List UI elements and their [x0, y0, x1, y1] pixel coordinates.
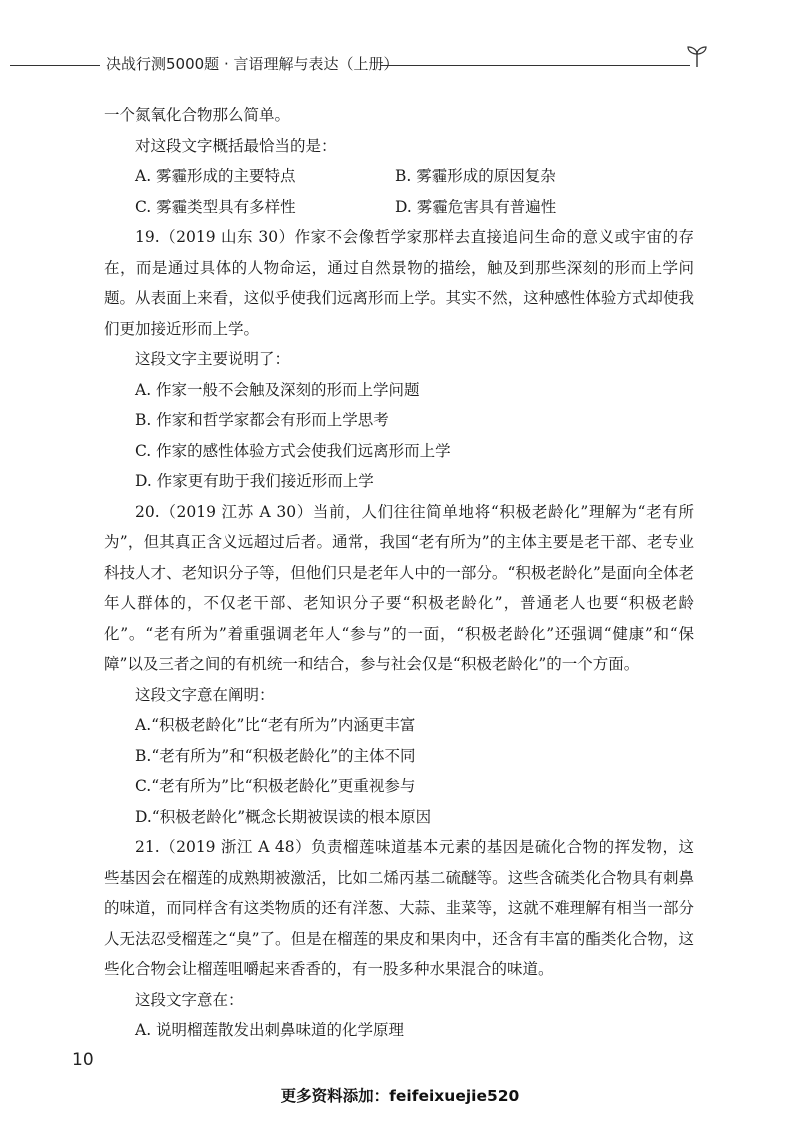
q18-option-b: B. 雾霾形成的原因复杂 — [395, 167, 556, 185]
sprout-icon — [686, 44, 708, 68]
q21-stem: 21.（2019 浙江 A 48）负责榴莲味道基本元素的基因是硫化合物的挥发物，这些基因会在榴莲的成熟期被激活，比如二烯丙基二硫醚等。这些含硫类化合物具有刺鼻的味道，而同样含有这类物质的还有洋葱、大蒜、韭菜等，这就不难理解有相当一部分人无法忍受榴莲之“臭”了。但是在榴莲的果皮和果肉中，还含有丰富的酯类化合物，这些化合物会让榴莲咀嚼起来香香的，有一股多种水果混合的味道。 — [104, 838, 694, 978]
header-rule-left — [10, 65, 100, 66]
q18-option-a: A. 雾霾形成的主要特点 — [135, 167, 296, 185]
header-rule-right — [380, 65, 690, 66]
q19-option-d: D. 作家更有助于我们接近形而上学 — [135, 472, 374, 490]
q18-options-row-2 — [104, 192, 694, 223]
page-content — [104, 100, 694, 1046]
q19-option-b: B. 作家和哲学家都会有形而上学思考 — [135, 411, 389, 429]
q20-option-b: B.“老有所为”和“积极老龄化”的主体不同 — [135, 746, 416, 765]
q20-option-c: C.“老有所为”比“积极老龄化”更重视参与 — [135, 777, 416, 795]
running-header — [10, 44, 790, 74]
q19-prompt: 这段文字主要说明了： — [135, 350, 291, 368]
q20-option-d: D.“积极老龄化”概念长期被误读的根本原因 — [135, 807, 432, 826]
q21-option-a: A. 说明榴莲散发出刺鼻味道的化学原理 — [135, 1021, 405, 1039]
q19-option-a: A. 作家一般不会触及深刻的形而上学问题 — [135, 380, 420, 399]
footer-note: 更多资料添加：feifeixuejie520 — [280, 1087, 520, 1105]
q18-options-row-1 — [104, 161, 694, 192]
continuation-text: 一个氮氧化合物那么简单。 — [104, 106, 291, 124]
q20-prompt: 这段文字意在阐明： — [135, 685, 275, 704]
q18-option-c: C. 雾霾类型具有多样性 — [135, 197, 296, 216]
q21-prompt: 这段文字意在： — [135, 990, 244, 1009]
q19-option-c: C. 作家的感性体验方式会使我们远离形而上学 — [135, 441, 451, 460]
q18-prompt: 对这段文字概括最恰当的是： — [135, 136, 337, 155]
q20-stem: 20.（2019 江苏 A 30）当前，人们往往简单地将“积极老龄化”理解为“老有所为”，但其真正含义远超过后者。通常，我国“老有所为”的主体主要是老干部、老专业科技人才、老知识分子等，但他们只是老年人中的一部分。“积极老龄化”是面向全体老年人群体的，不仅老干部、老知识分子要“积极老龄化”，普通老人也要“积极老龄化”。“老有所为”着重强调老年人“参与”的一面，“积极老龄化”还强调“健康”和“保障”以及三者之间的有机统一和结合，参与社会仅是“积极老龄化”的一个方面。 — [104, 502, 694, 673]
q19-stem: 19.（2019 山东 30）作家不会像哲学家那样去直接追问生命的意义或宇宙的存在，而是通过具体的人物命运，通过自然景物的描绘，触及到那些深刻的形而上学问题。从表面上来看，这似乎使我们远离形而上学。其实不然，这种感性体验方式却使我们更加接近形而上学。 — [104, 228, 694, 338]
q20-option-a: A.“积极老龄化”比“老有所为”内涵更丰富 — [135, 716, 416, 734]
page-number: 10 — [72, 1050, 94, 1070]
q18-option-d: D. 雾霾危害具有普遍性 — [395, 197, 557, 216]
book-title: 决战行测5000题 · 言语理解与表达（上册） — [106, 55, 399, 73]
